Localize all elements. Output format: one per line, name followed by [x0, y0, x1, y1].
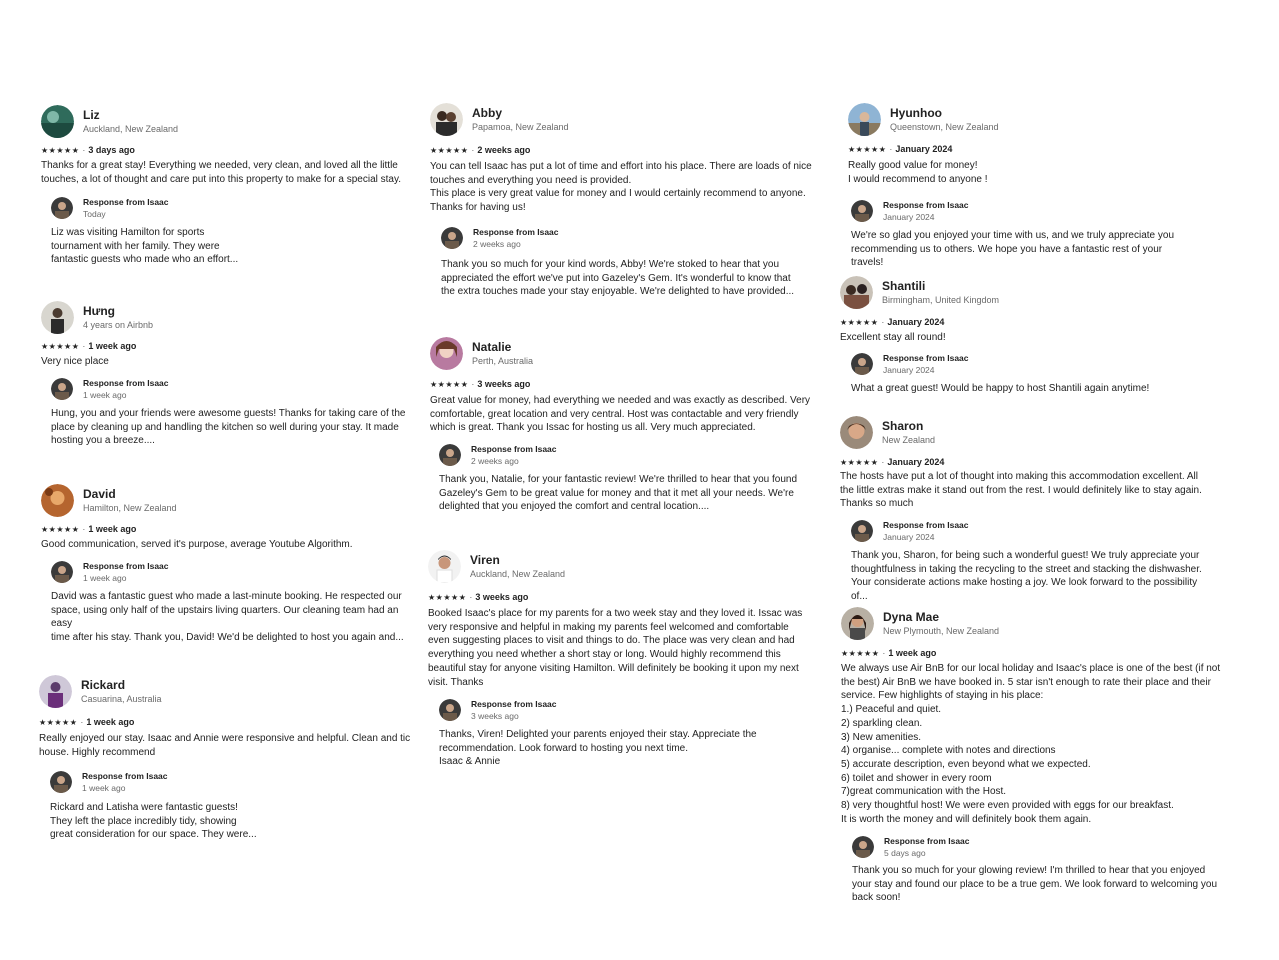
- avatar[interactable]: [840, 276, 873, 309]
- separator-dot: ·: [82, 145, 86, 155]
- reviewer-location: Papamoa, New Zealand: [472, 122, 569, 132]
- avatar[interactable]: [41, 301, 74, 334]
- review-date: January 2024: [887, 457, 945, 467]
- host-avatar: [439, 444, 461, 466]
- response-text: Thank you so much for your glowing review! I'm thrilled to hear that you enjoyed your stay and found our place to be a true gem. We look forward to welcoming you back soon!: [852, 865, 1218, 904]
- star-rating: ★★★★★: [39, 718, 78, 727]
- review-text: Thanks for a great stay! Everything we needed, very clean, and loved all the little touches, a lot of thought and care put into this property to make for a special stay.: [41, 160, 402, 185]
- review-text: Booked Isaac's place for my parents for a two week stay and they loved it. Issac was very responsive and helpful in making my parents feel welcomed and comfortable even suggesting places to visit and things to do. The place was very clean and had everything you need whether a short stay or long. Would highly recommend this beautiful stay for anyone visiting Hamilton. Will definitely be booking it upon my next visit. Thanks: [428, 608, 803, 688]
- review-date: 3 days ago: [88, 145, 135, 155]
- response-date: January 2024: [883, 365, 935, 375]
- reviewer-location: Perth, Australia: [472, 356, 534, 366]
- review-card: [41, 301, 411, 451]
- review-card: [39, 675, 414, 845]
- response-date: 1 week ago: [83, 390, 127, 400]
- review-text: You can tell Isaac has put a lot of time and effort into his place. There are loads of nice touches and everything you need is provided. This place is very great value for money and I would certainly recommend to anyone. Thanks for having us!: [430, 161, 812, 214]
- avatar[interactable]: [41, 105, 74, 138]
- separator-dot: ·: [80, 717, 84, 727]
- review-date: 1 week ago: [888, 648, 937, 658]
- reviewer-location: Casuarina, Australia: [81, 694, 162, 704]
- review-meta: [41, 341, 136, 351]
- star-rating: ★★★★★: [428, 593, 467, 602]
- reviewer-name[interactable]: Dyna Mae: [883, 610, 940, 624]
- reviewer-name[interactable]: Viren: [470, 553, 500, 567]
- response-title: Response from Isaac: [471, 699, 557, 709]
- response-date: 1 week ago: [83, 573, 127, 583]
- review-date: 1 week ago: [88, 341, 137, 351]
- response-title: Response from Isaac: [83, 197, 169, 207]
- review-text: Good communication, served it's purpose, average Youtube Algorithm.: [41, 539, 353, 550]
- response-text: David was a fantastic guest who made a last-minute booking. He respected our space, using only half of the upstairs living quarters. Our cleaning team had an easy time after his stay. Thank you, David! We'd be delighted to host you again and...: [51, 591, 404, 644]
- response-text: We're so glad you enjoyed your time with us, and we truly appreciate you recommending us to others. We hope you have a fantastic rest of your travels!: [851, 230, 1175, 269]
- review-text: Really good value for money! I would recommend to anyone !: [848, 160, 988, 185]
- star-rating: ★★★★★: [840, 458, 879, 467]
- review-card: [430, 103, 820, 303]
- response-date: 5 days ago: [884, 848, 926, 858]
- response-title: Response from Isaac: [883, 520, 969, 530]
- separator-dot: ·: [881, 457, 885, 467]
- reviewer-name[interactable]: Shantili: [882, 279, 926, 293]
- reviewer-name[interactable]: Natalie: [472, 340, 512, 354]
- review-card: [840, 416, 1210, 603]
- response-title: Response from Isaac: [473, 227, 559, 237]
- reviewer-location: Auckland, New Zealand: [470, 569, 566, 579]
- review-meta: [840, 457, 944, 467]
- review-card: [41, 105, 411, 275]
- review-card: [840, 276, 1200, 401]
- reviewer-location: Birmingham, United Kingdom: [882, 295, 1000, 305]
- separator-dot: ·: [469, 592, 473, 602]
- separator-dot: ·: [471, 145, 475, 155]
- host-avatar: [51, 197, 73, 219]
- response-text: Thanks, Viren! Delighted your parents enjoyed their stay. Appreciate the recommendation. Look forward to hosting you next time. Isaac & Annie: [439, 729, 757, 768]
- response-date: 2 weeks ago: [471, 456, 519, 466]
- star-rating: ★★★★★: [41, 146, 80, 155]
- star-rating: ★★★★★: [430, 146, 469, 155]
- reviewer-name[interactable]: Sharon: [882, 419, 924, 433]
- review-date: 1 week ago: [88, 524, 137, 534]
- star-rating: ★★★★★: [41, 525, 80, 534]
- response-date: Today: [83, 209, 106, 219]
- response-date: 3 weeks ago: [471, 711, 519, 721]
- host-avatar: [51, 378, 73, 400]
- host-avatar: [852, 836, 874, 858]
- response-text: Thank you, Natalie, for your fantastic review! We're thrilled to hear that you found Gazeley's Gem to be great value for money and that it met all your needs. We're delighted that you enjoyed the comfort and central location....: [439, 474, 798, 513]
- reviewer-name[interactable]: Abby: [472, 106, 502, 120]
- response-text: What a great guest! Would be happy to host Shantili again anytime!: [851, 383, 1150, 394]
- response-title: Response from Isaac: [883, 353, 969, 363]
- separator-dot: ·: [889, 144, 893, 154]
- reviewer-location: New Plymouth, New Zealand: [883, 626, 1000, 636]
- review-meta: [848, 144, 952, 154]
- reviewer-name[interactable]: David: [83, 487, 116, 501]
- review-text: Very nice place: [41, 356, 109, 367]
- avatar[interactable]: [841, 607, 874, 640]
- response-date: January 2024: [883, 212, 935, 222]
- response-text: Liz was visiting Hamilton for sports tournament with her family. They were fantastic guests who made who an effort...: [51, 227, 239, 266]
- reviewer-location: 4 years on Airbnb: [83, 320, 154, 330]
- response-title: Response from Isaac: [82, 771, 168, 781]
- review-text: Really enjoyed our stay. Isaac and Annie were responsive and helpful. Clean and tic house. Highly recommend: [39, 733, 411, 758]
- reviewer-name[interactable]: Hyunhoo: [890, 106, 942, 120]
- review-card: [848, 103, 1208, 269]
- response-date: January 2024: [883, 532, 935, 542]
- review-date: 2 weeks ago: [477, 145, 531, 155]
- review-meta: [39, 717, 134, 727]
- review-date: 1 week ago: [86, 717, 135, 727]
- star-rating: ★★★★★: [430, 380, 469, 389]
- reviewer-location: New Zealand: [882, 435, 936, 445]
- separator-dot: ·: [881, 317, 885, 327]
- avatar[interactable]: [39, 675, 72, 708]
- separator-dot: ·: [471, 379, 475, 389]
- review-meta: [840, 317, 944, 327]
- response-title: Response from Isaac: [83, 561, 169, 571]
- response-date: 1 week ago: [82, 783, 126, 793]
- review-text: We always use Air BnB for our local holiday and Isaac's place is one of the best (if not the best) Air BnB we have booked in. 5 star isn't enough to rate their place and their service. Few highlights of staying in his place: 1.) Peaceful and quiet. 2) sparkling clean. 3) New amenities. 4) organise... complete with notes and directions 5) accurate description, even beyond what we expected. 6) toilet and shower in every room 7)great communication with the Host. 8) very thoughtful host! We were even provided with eggs for our breakfast. It is worth the money and will definitely book them again.: [841, 663, 1221, 825]
- star-rating: ★★★★★: [841, 649, 880, 658]
- review-text: Great value for money, had everything we needed and was exactly as described. Very comfortable, great location and very central. Host was contactable and very friendly which is great. Thank you Issac for hosting us all. Very much appreciated.: [430, 395, 811, 434]
- host-avatar: [851, 353, 873, 375]
- response-date: 2 weeks ago: [473, 239, 521, 249]
- review-card: [428, 550, 818, 775]
- host-avatar: [441, 227, 463, 249]
- review-meta: [41, 145, 135, 155]
- response-title: Response from Isaac: [83, 378, 169, 388]
- reviewer-name[interactable]: Hưng: [83, 304, 116, 318]
- review-card: [841, 607, 1221, 907]
- review-date: January 2024: [887, 317, 945, 327]
- response-title: Response from Isaac: [883, 200, 969, 210]
- host-avatar: [50, 771, 72, 793]
- reviewer-location: Queenstown, New Zealand: [890, 122, 999, 132]
- star-rating: ★★★★★: [848, 145, 887, 154]
- separator-dot: ·: [82, 341, 86, 351]
- separator-dot: ·: [82, 524, 86, 534]
- response-title: Response from Isaac: [884, 836, 970, 846]
- reviewer-name[interactable]: Rickard: [81, 678, 126, 692]
- reviewer-location: Hamilton, New Zealand: [83, 503, 177, 513]
- response-text: Thank you so much for your kind words, Abby! We're stoked to hear that you appreciated the effort we've put into Gazeley's Gem. It's wonderful to know that the extra touches made your stay enjoyable. We're delighted to have provided...: [441, 259, 795, 298]
- response-text: Rickard and Latisha were fantastic guests! They left the place incredibly tidy, showing great consideration for our space. They were...: [50, 802, 257, 841]
- review-date: 3 weeks ago: [477, 379, 531, 389]
- reviewer-name[interactable]: Liz: [83, 108, 100, 122]
- host-avatar: [51, 561, 73, 583]
- avatar[interactable]: [848, 103, 881, 136]
- review-date: 3 weeks ago: [475, 592, 529, 602]
- avatar[interactable]: [428, 550, 461, 583]
- avatar[interactable]: [840, 416, 873, 449]
- review-meta: [430, 379, 530, 389]
- review-meta: [428, 592, 528, 602]
- response-text: Hung, you and your friends were awesome guests! Thanks for taking care of the place by cleaning up and handling the kitchen so well during your stay. It made hosting you a breeze....: [51, 408, 406, 447]
- response-title: Response from Isaac: [471, 444, 557, 454]
- star-rating: ★★★★★: [41, 342, 80, 351]
- avatar[interactable]: [41, 484, 74, 517]
- review-meta: [430, 145, 530, 155]
- host-avatar: [851, 200, 873, 222]
- host-avatar: [851, 520, 873, 542]
- avatar[interactable]: [430, 103, 463, 136]
- review-card: [41, 484, 421, 644]
- avatar[interactable]: [430, 337, 463, 370]
- review-meta: [841, 648, 936, 658]
- reviewer-location: Auckland, New Zealand: [83, 124, 179, 134]
- review-card: [430, 337, 820, 517]
- response-text: Thank you, Sharon, for being such a wonderful guest! We truly appreciate your thoughtfulness in taking the recycling to the street and stacking the dishwasher. Your considerate actions make hosting a joy. We look forward to the possibility of...: [851, 550, 1202, 603]
- host-avatar: [439, 699, 461, 721]
- separator-dot: ·: [882, 648, 886, 658]
- review-meta: [41, 524, 136, 534]
- review-text: The hosts have put a lot of thought into making this accommodation excellent. All the little extras make it stand out from the rest. I would definitely like to stay again. Thanks so much: [840, 471, 1202, 510]
- review-text: Excellent stay all round!: [840, 332, 946, 343]
- star-rating: ★★★★★: [840, 318, 879, 327]
- review-date: January 2024: [895, 144, 953, 154]
